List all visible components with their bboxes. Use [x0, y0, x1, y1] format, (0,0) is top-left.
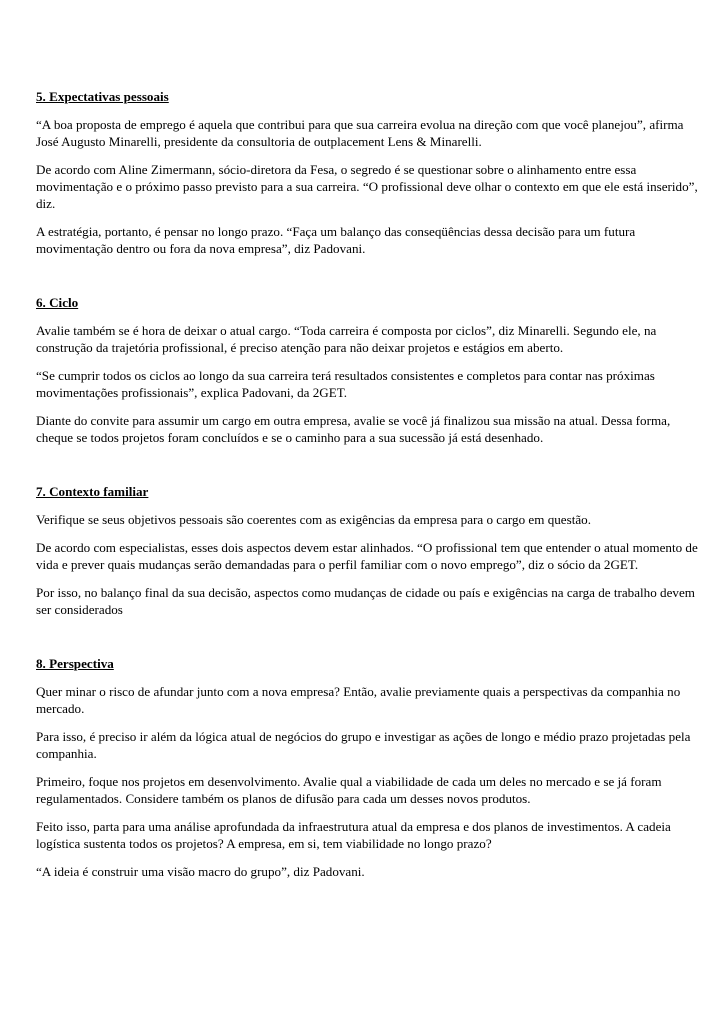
paragraph: Verifique se seus objetivos pessoais são coerentes com as exigências da empresa para o cargo em questão.	[36, 512, 591, 527]
section-ciclo	[36, 294, 704, 446]
section-expectativas-pessoais	[36, 88, 704, 257]
section-title: 6. Ciclo	[36, 295, 79, 310]
paragraph: Para isso, é preciso ir além da lógica atual de negócios do grupo e investigar as ações de longo e médio prazo projetadas pela companhia.	[36, 729, 691, 761]
paragraph: De acordo com especialistas, esses dois aspectos devem estar alinhados. “O profissional tem que entender o atual momento de vida e prever quais mudanças serão demandadas para o perfil familiar com o novo emprego”, diz o sócio da 2GET.	[36, 540, 698, 572]
paragraph: “Se cumprir todos os ciclos ao longo da sua carreira terá resultados consistentes e completos para contar nas próximas movimentações profissionais”, explica Padovani, da 2GET.	[36, 368, 655, 400]
section-title: 5. Expectativas pessoais	[36, 89, 169, 104]
paragraph: A estratégia, portanto, é pensar no longo prazo. “Faça um balanço das conseqüências dessa decisão para um futura movimentação dentro ou fora da nova empresa”, diz Padovani.	[36, 224, 636, 256]
paragraph: Quer minar o risco de afundar junto com a nova empresa? Então, avalie previamente quais a perspectivas da companhia no mercado.	[36, 684, 681, 716]
paragraph: Diante do convite para assumir um cargo em outra empresa, avalie se você já finalizou sua missão na atual. Dessa forma, cheque se todos projetos foram concluídos e se o caminho para a sua sucessão já está desenhado.	[36, 413, 671, 445]
paragraph: Avalie também se é hora de deixar o atual cargo. “Toda carreira é composta por ciclos”, diz Minarelli. Segundo ele, na construção da trajetória profissional, é preciso atenção para não deixar projetos e estágios em aberto.	[36, 323, 657, 355]
paragraph: De acordo com Aline Zimermann, sócio-diretora da Fesa, o segredo é se questionar sobre o alinhamento entre essa movimentação e o próximo passo previsto para a sua carreira. “O profissional deve olhar o contexto em que ele está inserido”, diz.	[36, 162, 698, 211]
paragraph: Feito isso, parta para uma análise aprofundada da infraestrutura atual da empresa e dos planos de investimentos. A cadeia logística sustenta todos os projetos? A empresa, em si, tem viabilidade no longo prazo?	[36, 819, 671, 851]
section-contexto-familiar	[36, 483, 704, 618]
section-title: 7. Contexto familiar	[36, 484, 149, 499]
section-title: 8. Perspectiva	[36, 656, 114, 671]
paragraph: “A boa proposta de emprego é aquela que contribui para que sua carreira evolua na direção com que você planejou”, afirma José Augusto Minarelli, presidente da consultoria de outplacement Lens & Minarelli.	[36, 117, 684, 149]
paragraph: Primeiro, foque nos projetos em desenvolvimento. Avalie qual a viabilidade de cada um deles no mercado e se já foram regulamentados. Considere também os planos de difusão para cada um desses novos produtos.	[36, 774, 662, 806]
paragraph: Por isso, no balanço final da sua decisão, aspectos como mudanças de cidade ou país e exigências na carga de trabalho devem ser considerados	[36, 585, 695, 617]
document-page	[36, 88, 704, 917]
section-perspectiva	[36, 655, 704, 880]
paragraph: “A ideia é construir uma visão macro do grupo”, diz Padovani.	[36, 864, 365, 879]
